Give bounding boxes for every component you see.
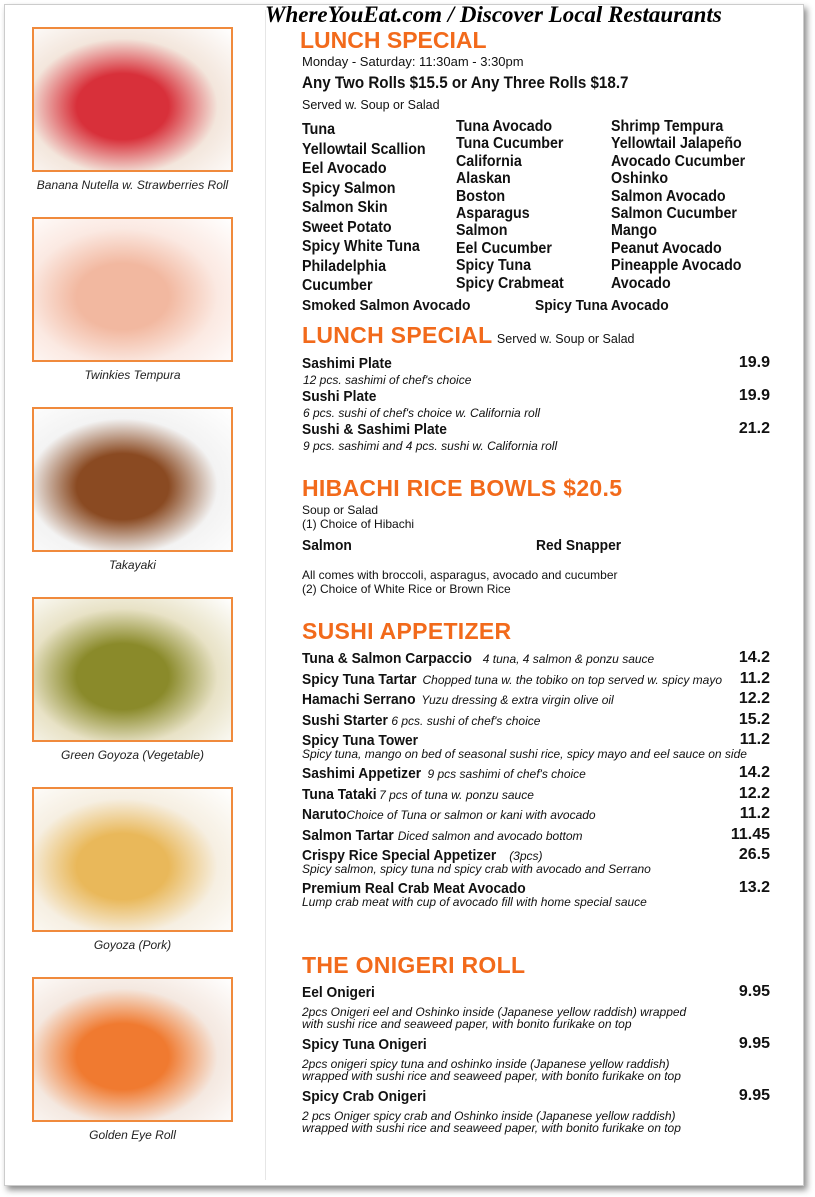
menu-item — [302, 650, 732, 668]
roll-item: Cucumber — [302, 277, 373, 294]
hibachi-line: All comes with broccoli, asparagus, avocado and cucumber — [302, 568, 618, 582]
menu-item-price: 13.2 — [738, 879, 770, 896]
roll-item: Mango — [611, 222, 657, 240]
menu-item-desc: 12 pcs. sashimi of chef's choice — [303, 373, 472, 387]
roll-item: Eel Avocado — [302, 160, 387, 177]
food-photo — [32, 597, 233, 742]
menu-item-price: 14.2 — [738, 649, 770, 666]
roll-item: Salmon Avocado — [611, 187, 726, 205]
menu-item-name: Premium Real Crab Meat Avocado — [302, 880, 526, 897]
photo-caption: Green Goyoza (Vegetable) — [61, 748, 204, 762]
menu-item-desc: Spicy salmon, spicy tuna nd spicy crab with avocado and Serrano — [302, 862, 651, 876]
menu-item-desc: wrapped with sushi rice and seaweed paper, with bonito furikake on top — [302, 1121, 681, 1135]
menu-item-desc: 6 pcs. sushi of chef's choice — [391, 713, 541, 728]
menu-item-desc: 2pcs Onigeri eel and Oshinko inside (Japanese yellow raddish) wrapped — [302, 1005, 687, 1019]
roll-item: Salmon — [456, 222, 508, 240]
menu-item — [302, 806, 732, 824]
hibachi-line: (2) Choice of White Rice or Brown Rice — [302, 582, 511, 596]
hibachi-line: Soup or Salad — [302, 503, 379, 517]
roll-item: Yellowtail Scallion — [302, 140, 426, 158]
menu-item-desc: 6 pcs. sushi of chef's choice w. California roll — [303, 406, 541, 420]
roll-item: Salmon Cucumber — [611, 205, 737, 223]
appetizer-title: SUSHI APPETIZER — [302, 618, 512, 644]
menu-item-desc: Diced salmon and avocado bottom — [397, 828, 583, 843]
menu-item-desc: Spicy tuna, mango on bed of seasonal sushi rice, spicy mayo and eel sauce on side — [302, 747, 747, 761]
photo-caption: Twinkies Tempura — [84, 368, 181, 382]
menu-item-name: Sashimi Plate — [302, 355, 392, 372]
menu-item-price: 21.2 — [738, 420, 770, 437]
menu-item-price: 26.5 — [738, 846, 770, 863]
menu-item-price: 9.95 — [738, 1035, 770, 1052]
menu-item — [302, 765, 732, 783]
menu-item-name: Spicy Tuna Tower — [302, 732, 419, 749]
roll-served: Served w. Soup or Salad — [302, 98, 440, 112]
menu-item-name: Hamachi Serrano — [302, 691, 416, 708]
menu-item-price: 11.2 — [739, 731, 770, 748]
menu-item-price: 12.2 — [738, 784, 770, 802]
menu-item-price: 12.2 — [738, 690, 770, 707]
menu-item-price: 9.95 — [738, 1087, 770, 1104]
food-photo — [32, 787, 233, 932]
menu-item-desc: 7 pcs of tuna w. ponzu sauce — [379, 787, 534, 802]
menu-item-price: 19.9 — [738, 354, 770, 371]
lunch-special-note: Served w. Soup or Salad — [496, 332, 635, 346]
menu-item-name: Tuna Tataki — [302, 785, 377, 803]
roll-item: Spicy Tuna — [456, 257, 532, 275]
menu-item-desc: wrapped with sushi rice and seaweed paper, with bonito furikake on top — [302, 1069, 681, 1083]
roll-item: Avocado — [611, 274, 671, 292]
roll-item: Boston — [456, 187, 506, 205]
food-photo — [32, 977, 233, 1122]
column-divider — [265, 10, 266, 1180]
menu-item-desc: Yuzu dressing & extra virgin olive oil — [421, 693, 614, 707]
menu-item-desc: 9 pcs sashimi of chef's choice — [427, 767, 586, 781]
roll-extra: Smoked Salmon Avocado — [302, 297, 471, 314]
roll-item: Asparagus — [456, 205, 530, 223]
menu-item-desc: 2 pcs Oniger spicy crab and Oshinko inside (Japanese yellow raddish) — [302, 1109, 676, 1123]
roll-extra: Spicy Tuna Avocado — [535, 297, 669, 314]
lunch-special-title: LUNCH SPECIAL — [302, 322, 493, 348]
photo-caption: Goyoza (Pork) — [93, 938, 172, 952]
menu-item-desc: with sushi rice and seaweed paper, with bonito furikake on top — [302, 1017, 632, 1031]
menu-item-name: Spicy Crab Onigeri — [302, 1088, 427, 1105]
menu-item-name: Crispy Rice Special Appetizer — [302, 847, 497, 864]
menu-item-desc: 2pcs onigeri spicy tuna and oshinko inside (Japanese yellow raddish) — [302, 1057, 670, 1071]
roll-item: Philadelphia — [302, 257, 387, 275]
menu-item-name: Spicy Tuna Tartar — [302, 670, 417, 688]
menu-item-desc: Lump crab meat with cup of avocado fill with home special sauce — [302, 895, 647, 909]
menu-item-price: 9.95 — [738, 983, 770, 1000]
menu-item — [302, 786, 732, 804]
roll-list-3 — [611, 118, 745, 292]
hibachi-title: HIBACHI RICE BOWLS $20.5 — [302, 475, 623, 501]
menu-item-price: 14.2 — [738, 764, 770, 781]
roll-item: Alaskan — [456, 170, 511, 188]
roll-item: Oshinko — [611, 170, 669, 188]
menu-item-price: 15.2 — [738, 710, 770, 728]
photo-caption: Takayaki — [109, 558, 156, 572]
roll-list-2 — [456, 118, 564, 292]
menu-item-name: Sushi Starter — [302, 711, 388, 729]
watermark: WhereYouEat.com / Discover Local Restaurants — [265, 2, 722, 27]
menu-item — [302, 691, 732, 709]
menu-item — [302, 712, 732, 730]
roll-item: Spicy Crabmeat — [456, 274, 564, 292]
food-photo — [32, 27, 233, 172]
roll-item: Spicy Salmon — [302, 179, 396, 197]
menu-item-name: Sushi Plate — [302, 388, 377, 405]
menu-item-name: Naruto — [302, 806, 347, 823]
hibachi-line: (1) Choice of Hibachi — [302, 517, 415, 531]
menu-item-name: Eel Onigeri — [302, 984, 375, 1001]
roll-offer: Any Two Rolls $15.5 or Any Three Rolls $18.7 — [302, 74, 629, 92]
hibachi-option: Red Snapper — [536, 537, 622, 554]
photo-caption: Banana Nutella w. Strawberries Roll — [36, 178, 229, 192]
menu-item-name: Sashimi Appetizer — [302, 765, 422, 782]
menu-item-name: Tuna & Salmon Carpaccio — [302, 650, 472, 667]
roll-item: Peanut Avocado — [611, 239, 722, 257]
menu-item-price: 19.9 — [738, 387, 770, 404]
menu-item-name: Sushi & Sashimi Plate — [302, 421, 447, 438]
roll-item: Tuna Cucumber — [456, 135, 564, 153]
roll-item: Tuna — [302, 121, 336, 138]
menu-item-price: 11.45 — [730, 825, 770, 843]
menu-item — [302, 827, 732, 845]
roll-list-1 — [302, 120, 426, 296]
hours: Monday - Saturday: 11:30am - 3:30pm — [302, 54, 524, 69]
roll-item: Avocado Cucumber — [611, 152, 746, 170]
roll-special-title: LUNCH SPECIAL — [300, 27, 487, 53]
roll-item: Shrimp Tempura — [611, 118, 724, 135]
food-photo — [32, 407, 233, 552]
onigiri-title: THE ONIGERI ROLL — [302, 952, 526, 978]
hibachi-option: Salmon — [302, 537, 352, 554]
roll-item: Spicy White Tuna — [302, 238, 420, 255]
roll-item: Salmon Skin — [302, 199, 388, 216]
menu-item-name: Salmon Tartar — [302, 826, 394, 844]
menu-item-name: Spicy Tuna Onigeri — [302, 1036, 427, 1053]
roll-item: Pineapple Avocado — [611, 257, 742, 275]
menu-item-desc: 4 tuna, 4 salmon & ponzu sauce — [482, 652, 655, 666]
menu-item-price: 11.2 — [739, 805, 770, 822]
roll-item: Yellowtail Jalapeño — [611, 135, 742, 153]
roll-item: Tuna Avocado — [456, 118, 553, 135]
roll-item: California — [456, 152, 522, 170]
menu-item-desc: Chopped tuna w. the tobiko on top served w. spicy mayo — [422, 672, 722, 687]
food-photo — [32, 217, 233, 362]
roll-item: Sweet Potato — [302, 218, 392, 236]
menu-item-desc: 9 pcs. sashimi and 4 pcs. sushi w. California roll — [303, 439, 558, 453]
photo-caption: Golden Eye Roll — [89, 1128, 176, 1142]
menu-item-desc: (3pcs) — [509, 849, 543, 863]
menu-item — [302, 671, 732, 689]
roll-item: Eel Cucumber — [456, 239, 552, 257]
menu-item-desc: Choice of Tuna or salmon or kani with avocado — [346, 808, 596, 822]
menu-item-price: 11.2 — [739, 669, 770, 687]
